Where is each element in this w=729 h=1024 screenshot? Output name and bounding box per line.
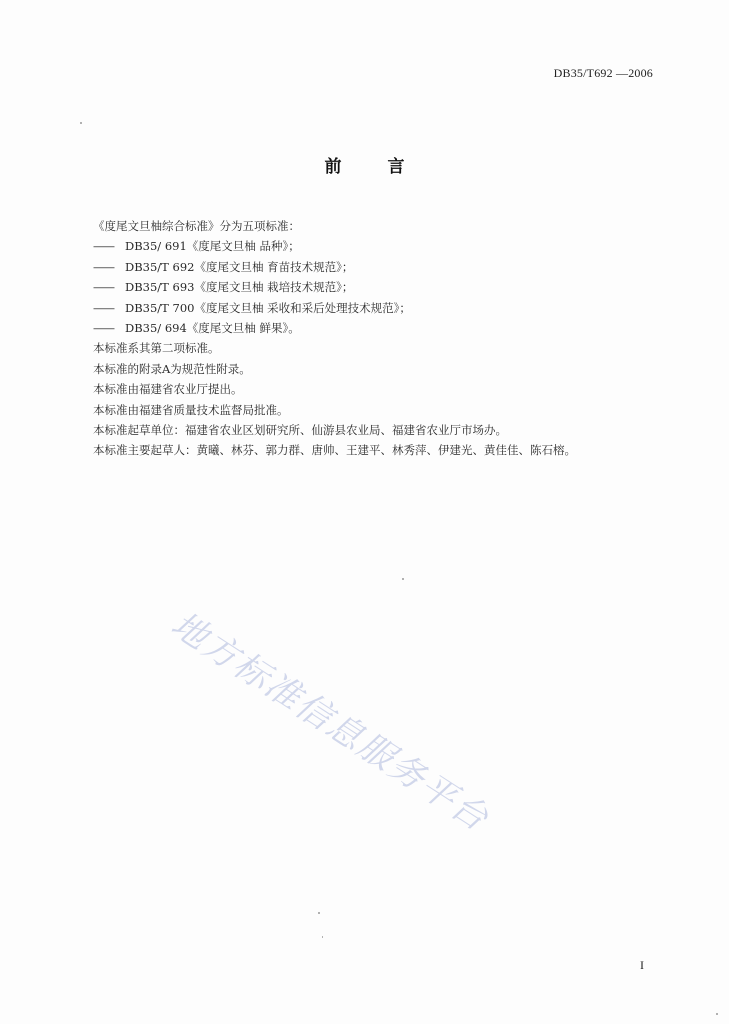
part-text: DB35/ 691《度尾文旦柚 品种》；: [125, 239, 300, 254]
intro-line: 《度尾文旦柚综合标准》分为五项标准：: [93, 219, 300, 233]
statement-line: 本标准起草单位：福建省农业区划研究所、仙游县农业局、福建省农业厅市场办。: [93, 422, 507, 437]
part-dash: ——: [93, 280, 114, 295]
scan-speck: [318, 912, 320, 914]
part-text: DB35/T 692《度尾文旦柚 育苗技术规范》；: [125, 259, 354, 274]
part-item: [93, 236, 673, 256]
title-char-1: 前: [324, 157, 342, 177]
statement-line: 本标准由福建省质量技术监督局批准。: [93, 402, 289, 417]
part-text: DB35/T 693《度尾文旦柚 栽培技术规范》；: [125, 280, 354, 295]
part-item: [93, 298, 673, 318]
part-item: [93, 318, 673, 338]
part-item: [93, 277, 673, 297]
scan-speck: [322, 936, 323, 938]
statement-line: 本标准的附录A为规范性附录。: [93, 361, 251, 376]
page-title: [0, 152, 729, 177]
statement-line: 本标准系其第二项标准。: [93, 341, 220, 356]
part-text: DB35/ 694《度尾文旦柚 鲜果》。: [125, 320, 300, 335]
page-number: I: [640, 958, 644, 972]
scan-speck: [716, 1013, 718, 1015]
watermark-text: 地方标准信息服务平台: [163, 604, 496, 840]
scan-speck: [80, 122, 82, 124]
part-dash: ——: [93, 239, 114, 254]
statement-line: 本标准主要起草人：黄曦、林芬、郭力群、唐帅、王建平、林秀萍、伊建光、黄佳佳、陈石榕。: [93, 443, 576, 458]
part-dash: ——: [93, 300, 114, 315]
scan-speck: [402, 578, 404, 580]
standard-number: DB35/T692 —2006: [553, 66, 653, 80]
part-dash: ——: [93, 320, 114, 335]
title-char-2: 言: [387, 157, 405, 177]
part-text: DB35/T 700《度尾文旦柚 采收和采后处理技术规范》；: [125, 300, 411, 315]
part-item: [93, 257, 673, 277]
part-dash: ——: [93, 259, 114, 274]
foreword-body: [93, 216, 673, 461]
statement-line: 本标准由福建省农业厅提出。: [93, 382, 243, 397]
